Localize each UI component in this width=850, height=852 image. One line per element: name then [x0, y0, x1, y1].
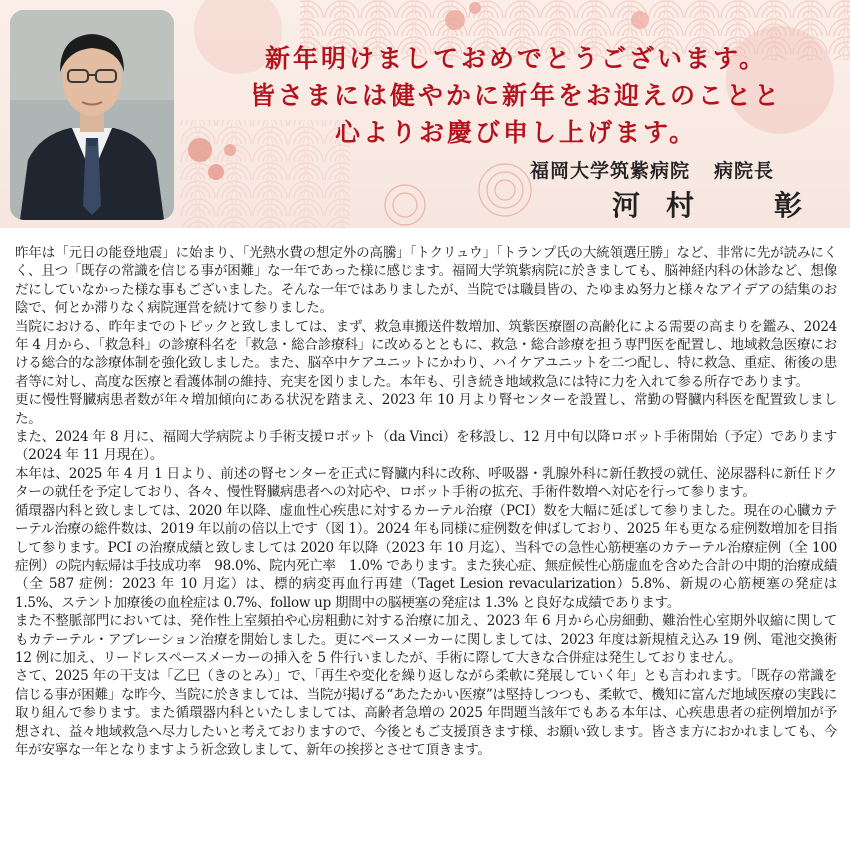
paragraph: 本年は、2025 年 4 月 1 日より、前述の腎センターを正式に腎臓内科に改称、呼吸器・乳腺外科に新任教授の就任、泌尿器科に新任ドクターの就任を予定しており、各々、慢性腎臓病患者への対応や、ロボット手術の拡充、手術件数増へ対応を行って参ります。	[15, 465, 837, 501]
affiliation	[530, 156, 774, 183]
greeting-line: 皆さまには健やかに新年をお迎えのことと	[249, 81, 782, 110]
paragraph: また不整脈部門においては、発作性上室頻拍や心房粗動に対する治療に加え、2023 年 6 月から心房細動、難治性心室期外収縮に関してもカテーテル・アブレーション治療を開始しました。更にペースメーカーに関しましては、2023 年度は新規植え込み 19 例、電池交換術 12 例に加え、リードレスペースメーカーの挿入を 5 件行いましたが、手術に際して大きな合併症は発生しておりません。	[15, 613, 837, 666]
paragraph: さて、2025 年の干支は「乙巳（きのとみ）」で、「再生や変化を繰り返しながら柔軟に発展していく年」とも言われます。「既存の常識を信じる事が困難」な昨今、当院に於きましては、当院が掲げる“あたたかい医療”は堅持しつつも、柔軟で、機知に富んだ地域医療の実践に取り組んで参ります。また循環器内科といたしましては、高齢者急増の 2025 年問題当該年でもある本年は、心疾患患者の症例増加が予想され、益々地域救急へ尽力したいと考えておりますので、今後ともご支援頂きます様、お願い致します。皆さま方におかれましても、今年が安寧な一年となりますよう祈念致しまして、新年の挨拶とさせて頂きます。	[15, 668, 837, 758]
message-body	[15, 244, 837, 759]
position-title: 病院長	[714, 160, 775, 182]
paragraph: 更に慢性腎臓病患者数が年々増加傾向にある状況を踏まえ、2023 年 10 月より腎センターを設置し、常勤の腎臓内科医を配置致しました。	[15, 392, 837, 427]
greeting-line: 心よりお慶び申し上げます。	[334, 118, 697, 147]
paragraph: また、2024 年 8 月に、福岡大学病院より手術支援ロボット（da Vinci）を移設し、12 月中旬以降ロボット手術開始（予定）であります（2024 年 11 月現在）。	[15, 429, 837, 464]
paragraph: 循環器内科と致しましては、2020 年以降、虚血性心疾患に対するカーテル治療（PCI）数を大幅に延ばして参りました。現在の心臓カテーテル治療の総件数は、2019 年以前の倍以上です（図 1）。2024 年も同様に症例数を伸ばしており、2025 年も更なる症例数増加を目指して参ります。PCI の治療成績と致しましては 2020 年以降（2023 年 10 月迄）、当科での急性心筋梗塞のカテーテル治療症例（全 100 症例）の院内転帰は手技成功率 98.0%、院内死亡率 1.0% であります。また狭心症、無症候性心筋虚血を含めた合計の中期的治療成績（全 587 症例：2023 年 10 月迄）は、標的病変再血行再建（Taget Lesion revacularization）5.8%、新規の心筋梗塞の発症は 1.5%、ステント加療後の血栓症は 0.7%、follow up 期間中の脳梗塞の発症は 1.3% と良好な成績であります。	[15, 502, 837, 611]
hospital-name: 福岡大学筑紫病院	[530, 160, 691, 182]
director-name: 河村 彰	[612, 189, 829, 222]
paragraph: 昨年は「元日の能登地震」に始まり、「光熱水費の想定外の高騰」「トクリュウ」「トランプ氏の大統領選圧勝」など、非常に先が読みにくく、且つ「既存の常識を信じる事が困難」な一年であった様に感じます。福岡大学筑紫病院に於きましても、脳神経内科の休診など、想像だにしていなかった様な事もございました。そんな一年ではありましたが、当院では職員皆の、たゆまぬ努力と様々なアイデアの結集のお陰で、何とか滞りなく病院運営を続けて参りました。	[15, 245, 837, 317]
greeting-line: 新年明けましておめでとうございます。	[264, 44, 767, 73]
paragraph: 当院における、昨年までのトピックと致しましては、まず、救急車搬送件数増加、筑紫医療圏の高齢化による需要の高まりを鑑み、2024 年 4 月から、「救急科」の診療科名を「救急・総合診療科」に改めるとともに、救急・総合診療を担う専門医を配置し、地域救急医療における総合的な診療体制を強化致しました。また、脳卒中ケアユニットにかわり、ハイケアユニットを二つ配し、特に救急、重症、術後の患者等に対し、高度な医療と看護体制の維持、充実を図りました。本年も、引き続き地域救急には特に力を入れて参る所存であります。	[15, 318, 837, 390]
greeting-header	[0, 0, 850, 228]
new-year-greeting	[196, 40, 836, 151]
director-portrait	[10, 10, 174, 220]
